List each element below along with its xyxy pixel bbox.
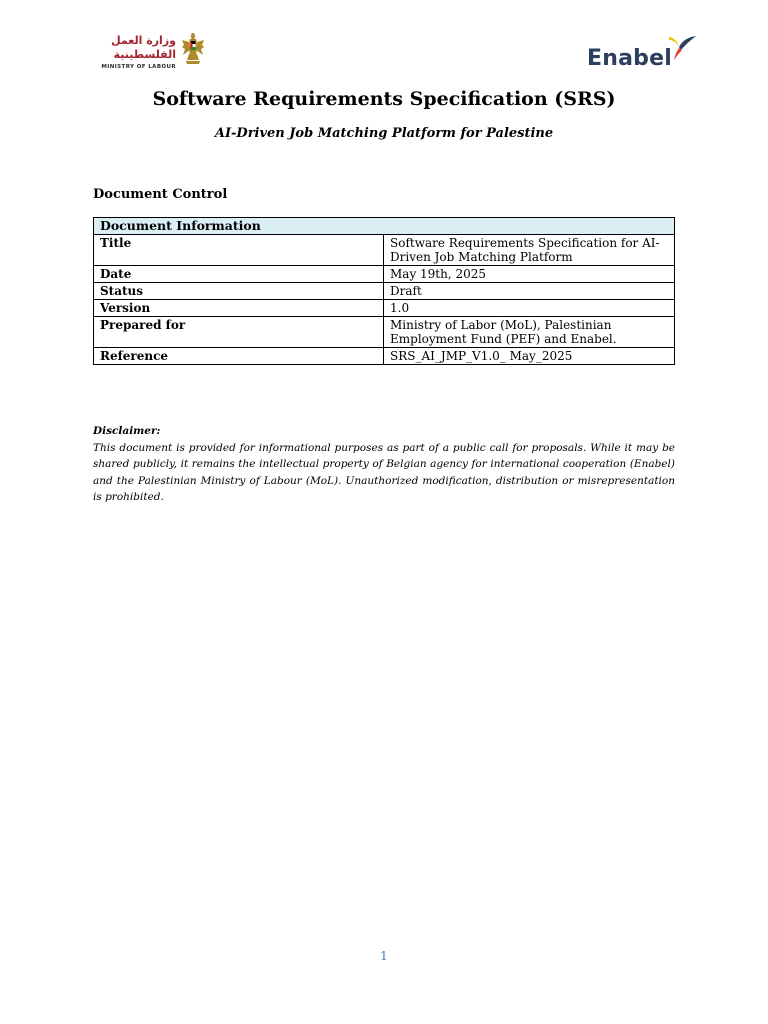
row-value: Software Requirements Specification for AI-Driven Job Matching Platform	[384, 235, 675, 266]
mol-logo-english: MINISTRY OF LABOUR	[101, 64, 176, 70]
row-value: May 19th, 2025	[384, 266, 675, 283]
disclaimer-title: Disclaimer:	[93, 425, 161, 437]
mol-logo-text	[88, 34, 176, 70]
page-number: 1	[380, 949, 388, 963]
row-label: Date	[94, 266, 384, 283]
row-label: Status	[94, 283, 384, 300]
row-label: Version	[94, 300, 384, 317]
row-value: Draft	[384, 283, 675, 300]
ministry-of-labour-logo	[88, 30, 212, 70]
row-value: SRS_AI_JMP_V1.0_ May_2025	[384, 348, 675, 365]
table-row	[94, 283, 675, 300]
table-row	[94, 300, 675, 317]
section-heading-document-control: Document Control	[93, 187, 228, 202]
table-row	[94, 235, 675, 266]
palestinian-eagle-emblem-icon	[180, 30, 206, 68]
enabel-logo	[584, 34, 700, 74]
disclaimer	[93, 423, 675, 506]
table-row	[94, 348, 675, 365]
enabel-logo-text: Enabel	[587, 46, 672, 71]
mol-logo-arabic: وزارة العمل الفلسطينية	[111, 34, 176, 61]
table-header-cell: Document Information	[94, 218, 675, 235]
row-label: Prepared for	[94, 317, 384, 348]
row-value: 1.0	[384, 300, 675, 317]
table-row	[94, 317, 675, 348]
document-title: Software Requirements Specification (SRS)	[152, 88, 616, 110]
document-subtitle: AI-Driven Job Matching Platform for Palestine	[214, 126, 554, 141]
row-label: Title	[94, 235, 384, 266]
document-information-table	[93, 217, 675, 365]
disclaimer-body: This document is provided for informational purposes as part of a public call for proposals. While it may be shared publicly, it remains the intellectual property of Belgian agency for international cooperation (Enabel) and the Palestinian Ministry of Labour (MoL). Unauthorized modification, distribution or misrepresentation is prohibited.	[93, 441, 675, 503]
row-value: Ministry of Labor (MoL), Palestinian Employment Fund (PEF) and Enabel.	[384, 317, 675, 348]
table-row	[94, 266, 675, 283]
enabel-bird-icon	[666, 34, 698, 62]
table-header-row	[94, 218, 675, 235]
row-label: Reference	[94, 348, 384, 365]
